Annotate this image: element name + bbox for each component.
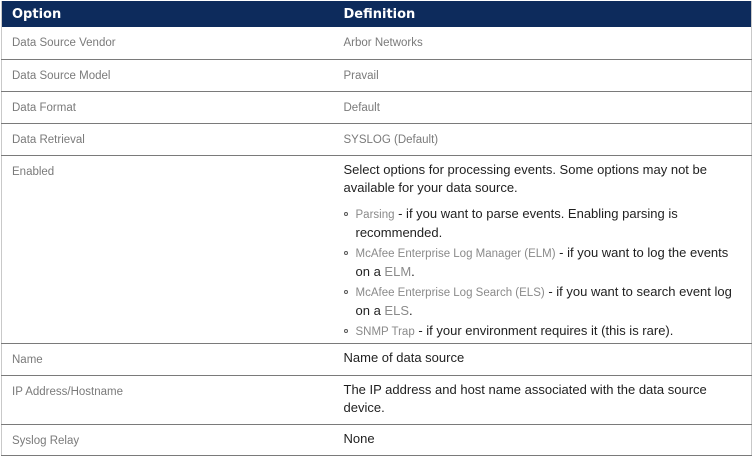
option-name-link[interactable]: McAfee Enterprise Log Search (ELS) xyxy=(355,286,545,299)
option-description-tail: . xyxy=(411,263,415,279)
bullet-icon xyxy=(344,329,348,333)
table-row xyxy=(2,91,752,123)
option-name-link[interactable]: Parsing xyxy=(355,208,395,221)
table-row xyxy=(2,59,752,91)
option-cell: IP Address/Hostname xyxy=(2,375,332,424)
list-item xyxy=(344,244,742,281)
definition-cell: Arbor Networks xyxy=(332,27,752,59)
definition-cell: Pravail xyxy=(332,59,752,91)
definition-cell: None xyxy=(332,424,752,455)
definition-cell: Name of data source xyxy=(332,343,752,375)
definition-cell: SYSLOG (Default) xyxy=(332,123,752,155)
definition-cell: The IP address and host name associated with the data source device. xyxy=(332,375,752,424)
option-name-link[interactable]: SNMP Trap xyxy=(355,325,415,338)
list-item xyxy=(344,283,742,320)
option-description: - if your environment requires it (this is rare). xyxy=(414,322,674,338)
option-cell: Name xyxy=(2,343,332,375)
table-row xyxy=(2,27,752,59)
definition-cell xyxy=(332,155,752,343)
table-row xyxy=(2,375,752,424)
option-description: - if you want to search event log on a xyxy=(355,283,732,318)
bullet-icon xyxy=(344,290,348,294)
option-cell: Data Format xyxy=(2,91,332,123)
option-description: - if you want to log the events on a xyxy=(355,244,729,279)
processing-options-list xyxy=(344,205,742,341)
option-cell: Data Source Model xyxy=(2,59,332,91)
table-header-row xyxy=(2,1,752,27)
enabled-intro: Select options for processing events. Some options may not be available for your data source. xyxy=(343,161,707,195)
definition-cell: Default xyxy=(332,91,752,123)
option-name-link[interactable]: McAfee Enterprise Log Manager (ELM) xyxy=(355,247,556,260)
abbr-link[interactable]: ELM xyxy=(384,263,412,279)
option-cell: Data Source Vendor xyxy=(2,27,332,59)
option-description-tail: . xyxy=(409,302,413,318)
options-table xyxy=(1,1,752,456)
list-item xyxy=(344,205,742,242)
bullet-icon xyxy=(344,212,348,216)
option-cell: Syslog Relay xyxy=(2,424,332,455)
table-row xyxy=(2,343,752,375)
abbr-link[interactable]: ELS xyxy=(384,302,409,318)
table-row xyxy=(2,424,752,455)
definition-column-header: Definition xyxy=(332,1,752,27)
bullet-icon xyxy=(344,251,348,255)
option-description: - if you want to parse events. Enabling parsing is recommended. xyxy=(355,205,678,240)
table-row xyxy=(2,123,752,155)
option-cell: Data Retrieval xyxy=(2,123,332,155)
table-row xyxy=(2,155,752,343)
option-column-header: Option xyxy=(2,1,332,27)
list-item xyxy=(344,322,742,341)
option-cell: Enabled xyxy=(2,155,332,343)
